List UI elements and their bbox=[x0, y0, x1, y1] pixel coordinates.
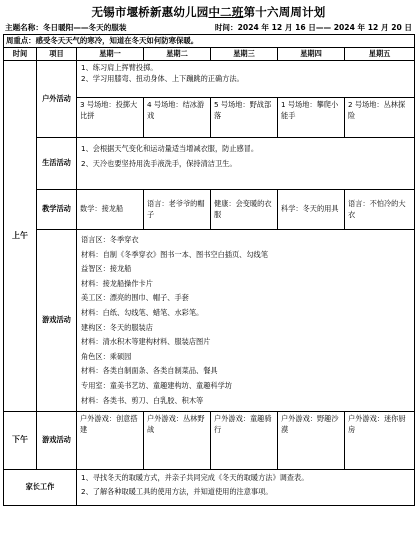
afternoon-tuesday: 户外游戏：丛林野战 bbox=[144, 412, 211, 470]
header-monday: 星期一 bbox=[77, 48, 144, 61]
period-morning: 上午 bbox=[4, 61, 37, 412]
title-suffix: 第十六周周计划 bbox=[243, 5, 326, 19]
games-line-3: 益智区：接龙船 bbox=[81, 264, 132, 274]
parents-label: 家长工作 bbox=[4, 470, 77, 506]
afternoon-thursday: 户外游戏：野趣沙漠 bbox=[278, 412, 345, 470]
games-line-12: 材料：各类书、剪刀、白乳胶、积木等 bbox=[81, 395, 204, 405]
life-label: 生活活动 bbox=[37, 138, 77, 190]
life-row bbox=[4, 138, 415, 190]
life-line-1: 1、会根据天气变化和运动量适当增减衣服，防止感冒。 bbox=[81, 144, 259, 153]
parents-line-1: 1、寻找冬天的取暖方式，并亲子共同完成《冬天的取暖方法》调查表。 bbox=[81, 473, 309, 483]
games-line-11: 专用室：童美书艺坊、童趣建构坊、童趣科学坊 bbox=[81, 380, 232, 390]
games-label: 游戏活动 bbox=[37, 230, 77, 412]
afternoon-monday: 户外游戏：创意搭建 bbox=[77, 412, 144, 470]
theme-name: 主题名称：冬日暖阳——冬天的服装 bbox=[5, 23, 127, 32]
outdoor-goals-row bbox=[4, 61, 415, 98]
header-row bbox=[4, 48, 415, 61]
games-line-6: 材料：白纸、勾线笔、蜡笔、水彩笔。 bbox=[81, 307, 204, 317]
outdoor-goals bbox=[77, 61, 415, 98]
header-wednesday: 星期三 bbox=[211, 48, 278, 61]
header-time: 时间 bbox=[4, 48, 37, 61]
header-tuesday: 星期二 bbox=[144, 48, 211, 61]
header-friday: 星期五 bbox=[345, 48, 415, 61]
title-class-name: 中二班 bbox=[208, 5, 244, 19]
afternoon-friday: 户外游戏：迷你厨房 bbox=[345, 412, 415, 470]
page-title bbox=[3, 2, 414, 22]
outdoor-thursday: 1 号场地：攀爬小能手 bbox=[278, 98, 345, 138]
teaching-wednesday: 健康：会变暖的衣服 bbox=[211, 190, 278, 230]
teaching-friday: 语言：不怕冷的大衣 bbox=[345, 190, 415, 230]
outdoor-friday: 2 号场地：丛林探险 bbox=[345, 98, 415, 138]
teaching-thursday: 科学：冬天的用具 bbox=[278, 190, 345, 230]
parents-content bbox=[77, 470, 415, 506]
afternoon-row bbox=[4, 412, 415, 470]
games-line-10: 材料：各类自制面条、各类自制菜品、餐具 bbox=[81, 366, 218, 376]
games-line-9: 角色区：乘硕园 bbox=[81, 351, 132, 361]
games-line-1: 语言区：冬季穿衣 bbox=[81, 235, 139, 244]
period-afternoon: 下午 bbox=[4, 412, 37, 470]
header-item: 项目 bbox=[37, 48, 77, 61]
parents-row bbox=[4, 470, 415, 506]
outdoor-goal-1: 1、练习肩上挥臂投掷。 bbox=[81, 63, 158, 72]
subtitle-row bbox=[3, 22, 414, 34]
afternoon-games-label: 游戏活动 bbox=[37, 412, 77, 470]
games-line-8: 材料：清水积木等建构材料、服装店图片 bbox=[81, 337, 211, 347]
life-line-2: 2、天冷也要坚持用洗手液洗手，保持清洁卫生。 bbox=[81, 158, 237, 168]
games-row bbox=[4, 230, 415, 412]
life-content bbox=[77, 138, 415, 190]
plan-table bbox=[3, 34, 415, 506]
header-thursday: 星期四 bbox=[278, 48, 345, 61]
date-range: 时间：2024 年 12 月 16 日—— 2024 年 12 月 20 日 bbox=[214, 23, 412, 32]
teaching-label: 教学活动 bbox=[37, 190, 77, 230]
title-prefix: 无锡市堰桥新惠幼儿园 bbox=[91, 5, 209, 19]
teaching-monday: 数学：接龙船 bbox=[77, 190, 144, 230]
games-line-2: 材料：自制《冬季穿衣》图书一本、图书空白插页、勾线笔 bbox=[81, 249, 268, 259]
outdoor-wednesday: 5 号场地：野战部落 bbox=[211, 98, 278, 138]
teaching-tuesday: 语言：老爷爷的帽子 bbox=[144, 190, 211, 230]
afternoon-wednesday: 户外游戏：童趣骑行 bbox=[211, 412, 278, 470]
teaching-row bbox=[4, 190, 415, 230]
outdoor-monday: 3 号场地：投掷大比拼 bbox=[77, 98, 144, 138]
outdoor-label: 户外活动 bbox=[37, 61, 77, 138]
games-line-4: 材料：接龙船操作卡片 bbox=[81, 278, 153, 288]
week-focus: 周重点：感受冬天天气的寒冷，知道在冬天如何防寒保暖。 bbox=[4, 35, 415, 48]
focus-row bbox=[4, 35, 415, 48]
games-line-5: 美工区：漂亮的围巾、帽子、手套 bbox=[81, 293, 189, 303]
outdoor-tuesday: 4 号场地：结冰游戏 bbox=[144, 98, 211, 138]
games-line-7: 建构区：冬天的服装店 bbox=[81, 322, 153, 332]
parents-line-2: 2、了解各种取暖工具的使用方法，并知道使用的注意事项。 bbox=[81, 486, 273, 496]
outdoor-goal-2: 2、学习用膝弯、扭动身体、上下蹦跳的正确方法。 bbox=[81, 73, 244, 83]
games-content bbox=[77, 230, 415, 412]
